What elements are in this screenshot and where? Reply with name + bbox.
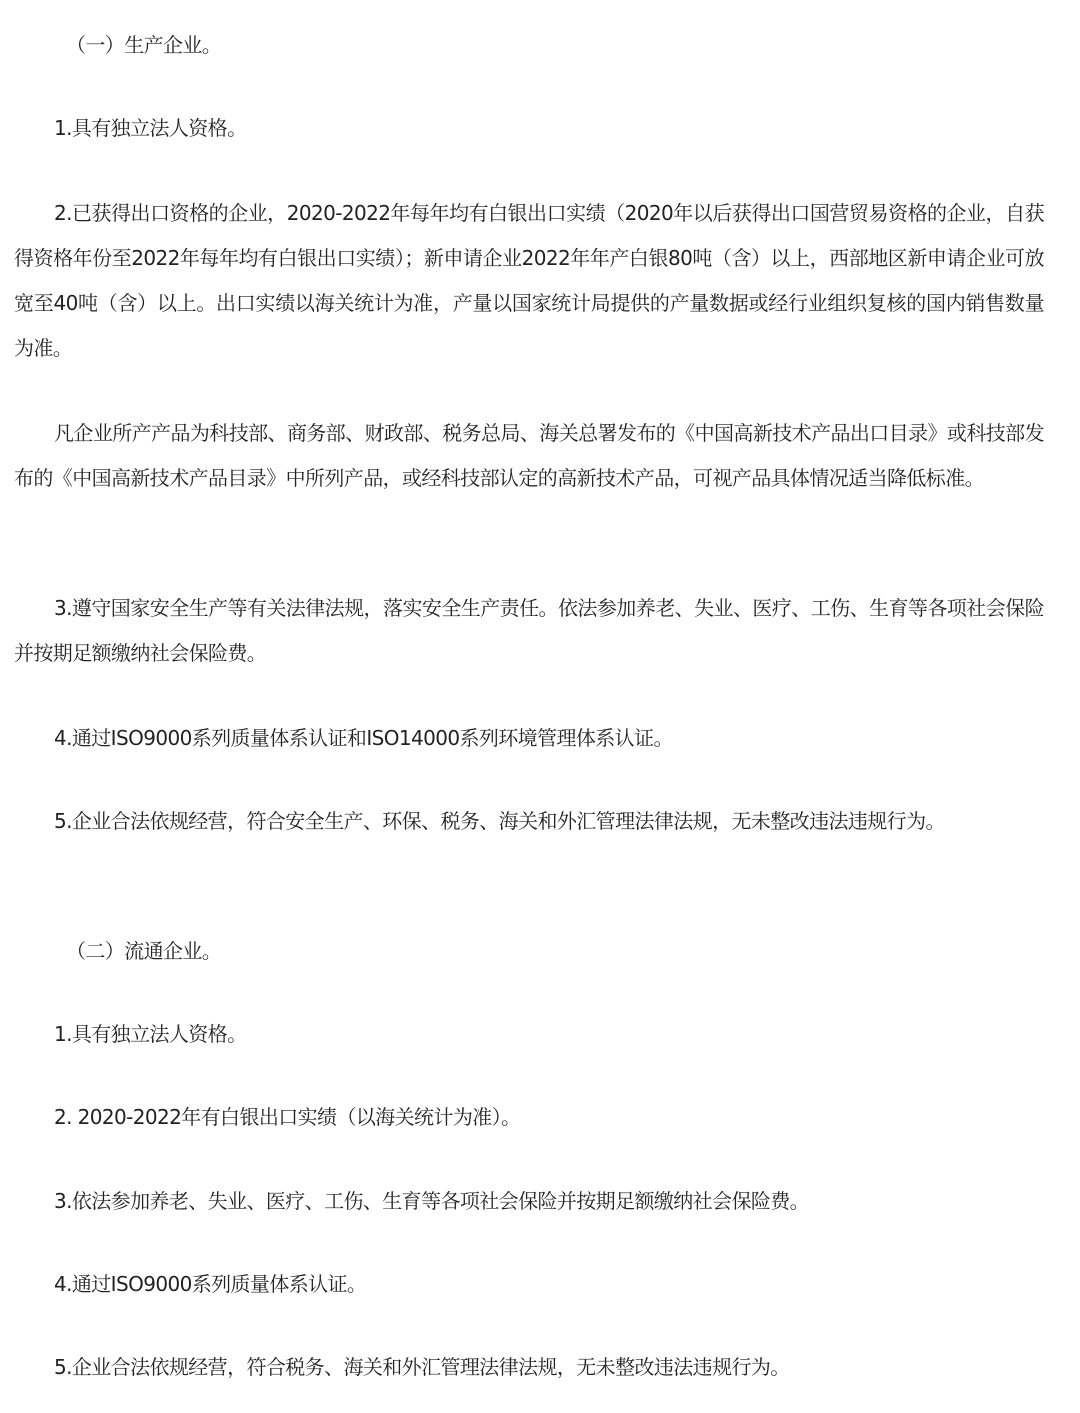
paragraph-production-3: 3.遵守国家安全生产等有关法律法规，落实安全生产责任。依法参加养老、失业、医疗、工伤、生育等各项社会保险并按期足额缴纳社会保险费。 — [14, 596, 1044, 665]
paragraph-production-4: 4.通过ISO9000系列质量体系认证和ISO14000系列环境管理体系认证。 — [54, 726, 673, 750]
paragraph-distribution-5: 5.企业合法依规经营，符合税务、海关和外汇管理法律法规，无未整改违法违规行为。 — [54, 1355, 790, 1379]
paragraph-production-5: 5.企业合法依规经营，符合安全生产、环保、税务、海关和外汇管理法律法规，无未整改违法违规行为。 — [54, 809, 945, 833]
paragraph-distribution-2: 2. 2020-2022年有白银出口实绩（以海关统计为准）。 — [54, 1105, 521, 1129]
paragraph-production-note: 凡企业所产产品为科技部、商务部、财政部、税务总局、海关总署发布的《中国高新技术产品出口目录》或科技部发布的《中国高新技术产品目录》中所列产品，或经科技部认定的高新技术产品，可视产品具体情况适当降低标准。 — [14, 421, 1044, 490]
paragraph-distribution-4: 4.通过ISO9000系列质量体系认证。 — [54, 1272, 367, 1296]
paragraph-production-1: 1.具有独立法人资格。 — [54, 116, 247, 140]
section-heading-distribution: （二）流通企业。 — [66, 939, 222, 963]
paragraph-distribution-3: 3.依法参加养老、失业、医疗、工伤、生育等各项社会保险并按期足额缴纳社会保险费。 — [54, 1189, 810, 1213]
paragraph-production-2: 2.已获得出口资格的企业，2020-2022年每年均有白银出口实绩（2020年以后获得出口国营贸易资格的企业，自获得资格年份至2022年每年均有白银出口实绩）；新申请企业2022年年产白银80吨（含）以上，西部地区新申请企业可放宽至40吨（含）以上。出口实绩以海关统计为准，产量以国家统计局提供的产量数据或经行业组织复核的国内销售数量为准。 — [14, 201, 1044, 360]
paragraph-distribution-1: 1.具有独立法人资格。 — [54, 1022, 247, 1046]
section-heading-production: （一）生产企业。 — [66, 33, 222, 57]
